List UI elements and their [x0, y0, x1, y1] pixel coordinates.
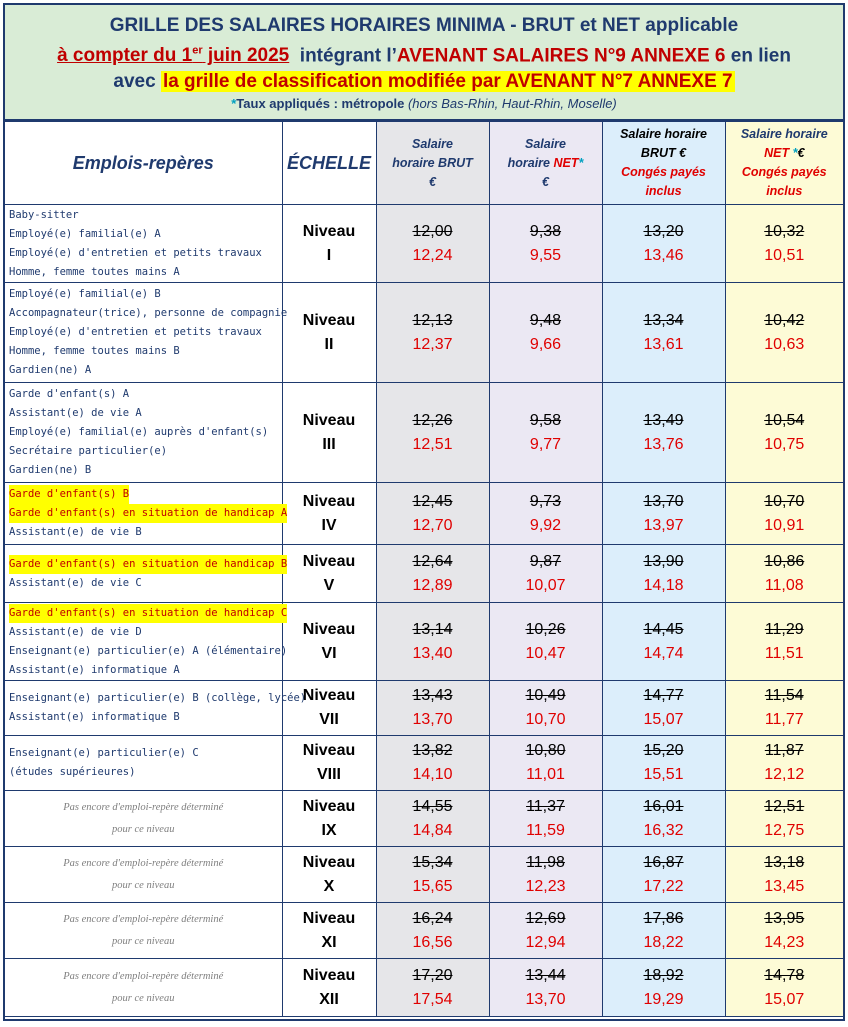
new-rate: 13,61 [643, 335, 684, 353]
old-rate-struck: 12,51 [764, 797, 805, 815]
job-list [5, 383, 282, 483]
net-cp-value-cell [725, 959, 843, 1017]
level-cell [282, 736, 376, 791]
old-rate-struck: 9,73 [529, 492, 562, 510]
net-value-cell [489, 681, 602, 736]
new-rate: 12,12 [764, 766, 805, 783]
net-cp-value-cell [725, 283, 843, 383]
brut-cp-value-cell [602, 681, 725, 736]
no-job-reference-note [5, 959, 282, 1017]
new-rate: 9,55 [529, 246, 562, 264]
new-rate: 15,07 [764, 990, 805, 1008]
no-job-reference-note [5, 847, 282, 903]
new-rate: 10,75 [764, 435, 805, 453]
old-rate-struck: 12,00 [412, 222, 453, 240]
old-rate-struck: 16,24 [412, 909, 453, 927]
new-rate: 13,76 [643, 435, 684, 453]
net-cp-value-cell [725, 903, 843, 959]
old-rate-struck: 11,98 [526, 853, 565, 871]
job-item: Assistant(e) informatique A [9, 663, 180, 676]
old-rate-struck: 9,48 [529, 311, 562, 329]
brut-cp-value-cell [602, 736, 725, 791]
old-rate-struck: 11,54 [764, 687, 804, 704]
net-cp-value-cell [725, 383, 843, 483]
new-rate: 19,29 [643, 990, 684, 1008]
net-value-cell [489, 903, 602, 959]
new-rate: 14,18 [643, 576, 684, 594]
new-rate: 10,70 [525, 711, 566, 728]
job-item: Assistant(e) de vie D [9, 625, 142, 638]
net-value-cell [489, 791, 602, 847]
header-rates-note: *Taux appliqués : métropole (hors Bas-Rhin, Haut-Rhin, Moselle) [231, 96, 617, 112]
new-rate: 10,51 [764, 246, 805, 264]
net-value-cell [489, 483, 602, 545]
table-row [5, 283, 843, 383]
net-value-cell [489, 383, 602, 483]
old-rate-struck: 9,38 [529, 222, 562, 240]
job-item: Assistant(e) de vie B [9, 526, 142, 538]
job-item: Homme, femme toutes mains B [9, 345, 180, 357]
new-rate: 12,23 [525, 877, 566, 895]
brut-value-cell [376, 383, 489, 483]
brut-cp-value-cell [602, 959, 725, 1017]
new-rate: 9,92 [529, 516, 562, 534]
job-list [5, 483, 288, 545]
level-number: XII [319, 990, 339, 1008]
brut-cp-value-cell [602, 603, 725, 681]
job-item: Assistant(e) informatique B [9, 711, 180, 723]
new-rate: 13,46 [643, 246, 684, 264]
old-rate-struck: 13,44 [525, 966, 566, 984]
net-value-cell [489, 959, 602, 1017]
note-line: Pas encore d'emploi-repère déterminé [63, 801, 224, 813]
note-line: pour ce niveau [112, 935, 175, 947]
job-item: Assistant(e) de vie C [9, 576, 142, 589]
brut-cp-value-cell [602, 903, 725, 959]
table-row [5, 847, 843, 903]
job-item: Enseignant(e) particulier(e) B (collège, lycée) [9, 692, 307, 704]
header-title: GRILLE DES SALAIRES HORAIRES MINIMA - BRUT et NET applicable [109, 15, 739, 36]
level-number: III [322, 435, 336, 453]
note-line: Pas encore d'emploi-repère déterminé [63, 913, 224, 925]
job-list [5, 283, 288, 383]
new-rate: 13,70 [412, 711, 453, 728]
brut-value-cell [376, 483, 489, 545]
salary-table-body [5, 205, 843, 1017]
new-rate: 13,45 [764, 877, 805, 895]
brut-value-cell [376, 545, 489, 603]
old-rate-struck: 18,92 [643, 966, 684, 984]
level-label: Niveau [302, 492, 356, 510]
old-rate-struck: 12,13 [412, 311, 453, 329]
job-item-highlighted: Garde d'enfant(s) B [9, 485, 129, 504]
level-label: Niveau [302, 853, 356, 871]
net-value-cell [489, 736, 602, 791]
new-rate: 11,59 [526, 821, 565, 839]
new-rate: 14,74 [643, 644, 684, 662]
new-rate: 16,56 [412, 933, 453, 951]
old-rate-struck: 10,42 [764, 311, 805, 329]
level-cell [282, 791, 376, 847]
new-rate: 12,51 [412, 435, 453, 453]
brut-value-cell [376, 681, 489, 736]
note-line: pour ce niveau [112, 992, 175, 1004]
new-rate: 18,22 [643, 933, 684, 951]
old-rate-struck: 13,34 [643, 311, 684, 329]
header-avenant: AVENANT SALAIRES N°9 ANNEXE 6 [396, 45, 726, 67]
new-rate: 15,65 [412, 877, 453, 895]
job-list [5, 545, 288, 603]
new-rate: 14,84 [412, 821, 453, 839]
no-job-reference-note [5, 791, 282, 847]
old-rate-struck: 17,20 [412, 966, 453, 984]
brut-value-cell [376, 205, 489, 283]
table-row [5, 383, 843, 483]
table-row [5, 603, 843, 681]
net-value-cell [489, 283, 602, 383]
level-cell [282, 847, 376, 903]
job-item: Homme, femme toutes mains A [9, 265, 180, 278]
note-line: Pas encore d'emploi-repère déterminé [63, 857, 224, 869]
old-rate-struck: 15,20 [643, 742, 684, 759]
header-date: à compter du 1er juin 2025 [57, 45, 290, 67]
new-rate: 15,07 [643, 711, 684, 728]
old-rate-struck: 13,43 [412, 687, 453, 704]
brut-cp-value-cell [602, 847, 725, 903]
old-rate-struck: 13,90 [643, 552, 684, 570]
old-rate-struck: 10,26 [525, 620, 566, 638]
level-number: IX [321, 821, 337, 839]
level-cell [282, 383, 376, 483]
job-item: Employé(e) familial(e) auprès d'enfant(s) [9, 426, 269, 438]
new-rate: 17,54 [412, 990, 453, 1008]
old-rate-struck: 16,01 [643, 797, 684, 815]
level-number: X [323, 877, 335, 895]
new-rate: 17,22 [643, 877, 684, 895]
old-rate-struck: 10,80 [525, 742, 566, 759]
new-rate: 12,94 [525, 933, 566, 951]
new-rate: 13,70 [525, 990, 566, 1008]
old-rate-struck: 10,70 [764, 492, 805, 510]
level-label: Niveau [302, 311, 356, 329]
old-rate-struck: 12,45 [412, 492, 453, 510]
job-item: Accompagnateur(trice), personne de compagnie [9, 307, 288, 319]
new-rate: 12,75 [764, 821, 805, 839]
new-rate: 11,51 [764, 644, 804, 662]
brut-value-cell [376, 847, 489, 903]
level-label: Niveau [302, 411, 356, 429]
level-label: Niveau [302, 620, 356, 638]
job-item: Enseignant(e) particulier(e) A (élémentaire) [9, 644, 288, 657]
net-value-cell [489, 545, 602, 603]
col-brut-conges-payes: Salaire horaire BRUT € Congés payés inclus [602, 122, 725, 205]
no-job-reference-note [5, 903, 282, 959]
job-item: Enseignant(e) particulier(e) C [9, 747, 199, 759]
level-label: Niveau [302, 222, 356, 240]
col-salaire-brut: Salaire horaire BRUT € [376, 122, 489, 205]
new-rate: 11,08 [764, 576, 804, 594]
table-row [5, 959, 843, 1017]
net-cp-value-cell [725, 545, 843, 603]
level-cell [282, 959, 376, 1017]
old-rate-struck: 13,70 [643, 492, 684, 510]
old-rate-struck: 11,37 [526, 797, 565, 815]
old-rate-struck: 9,87 [529, 552, 562, 570]
table-row [5, 205, 843, 283]
old-rate-struck: 12,26 [412, 411, 453, 429]
new-rate: 10,91 [764, 516, 805, 534]
header-line2: à compter du 1er juin 2025 intégrant l’AVENANT SALAIRES N°9 ANNEXE 6 en lien [57, 45, 791, 67]
job-item: (études supérieures) [9, 766, 136, 778]
brut-cp-value-cell [602, 205, 725, 283]
net-value-cell [489, 205, 602, 283]
job-item: Employé(e) familial(e) A [9, 227, 161, 240]
level-number: VI [321, 644, 337, 662]
header-classification-highlight: la grille de classification modifiée par AVENANT N°7 ANNEXE 7 [162, 71, 733, 93]
old-rate-struck: 10,32 [764, 222, 805, 240]
old-rate-struck: 13,18 [764, 853, 805, 871]
old-rate-struck: 15,34 [412, 853, 453, 871]
level-number: IV [321, 516, 337, 534]
job-list [5, 736, 282, 791]
table-row [5, 545, 843, 603]
new-rate: 10,63 [764, 335, 805, 353]
col-salaire-net: Salaire horaire NET* € [489, 122, 602, 205]
old-rate-struck: 14,77 [643, 687, 684, 704]
brut-value-cell [376, 603, 489, 681]
table-header-row [5, 122, 843, 205]
level-label: Niveau [302, 797, 356, 815]
table-row [5, 736, 843, 791]
job-item-highlighted: Garde d'enfant(s) en situation de handicap B [9, 555, 287, 574]
job-list [5, 681, 307, 736]
table-row [5, 791, 843, 847]
note-line: pour ce niveau [112, 879, 175, 891]
net-cp-value-cell [725, 736, 843, 791]
brut-value-cell [376, 791, 489, 847]
job-item: Employé(e) familial(e) B [9, 288, 161, 300]
level-cell [282, 603, 376, 681]
old-rate-struck: 13,49 [643, 411, 684, 429]
old-rate-struck: 14,78 [764, 966, 805, 984]
old-rate-struck: 11,29 [764, 620, 804, 638]
document-header [5, 5, 843, 121]
table-row [5, 903, 843, 959]
salary-table [5, 121, 843, 1017]
level-cell [282, 205, 376, 283]
level-label: Niveau [302, 909, 356, 927]
note-line: Pas encore d'emploi-repère déterminé [63, 970, 224, 982]
old-rate-struck: 17,86 [643, 909, 684, 927]
new-rate: 11,01 [526, 766, 565, 783]
new-rate: 14,23 [764, 933, 805, 951]
level-label: Niveau [302, 552, 356, 570]
net-cp-value-cell [725, 483, 843, 545]
level-number: V [323, 576, 335, 594]
job-item: Gardien(ne) A [9, 364, 92, 376]
col-emplois-reperes: Emplois-repères [5, 122, 282, 205]
brut-cp-value-cell [602, 483, 725, 545]
header-line3: avec la grille de classification modifiée par AVENANT N°7 ANNEXE 7 [113, 71, 733, 93]
level-number: VIII [316, 766, 341, 783]
level-cell [282, 681, 376, 736]
job-item-highlighted: Garde d'enfant(s) en situation de handicap C [9, 604, 287, 623]
old-rate-struck: 13,82 [412, 742, 453, 759]
job-item: Garde d'enfant(s) A [9, 388, 130, 400]
brut-cp-value-cell [602, 283, 725, 383]
level-cell [282, 483, 376, 545]
net-value-cell [489, 847, 602, 903]
job-list [5, 603, 288, 681]
job-item: Gardien(ne) B [9, 464, 92, 476]
brut-value-cell [376, 283, 489, 383]
old-rate-struck: 12,64 [412, 552, 453, 570]
brut-cp-value-cell [602, 791, 725, 847]
new-rate: 13,40 [412, 644, 453, 662]
net-cp-value-cell [725, 681, 843, 736]
old-rate-struck: 14,55 [412, 797, 453, 815]
old-rate-struck: 13,95 [764, 909, 805, 927]
brut-value-cell [376, 903, 489, 959]
old-rate-struck: 13,20 [643, 222, 684, 240]
level-label: Niveau [302, 966, 356, 984]
job-item: Employé(e) d'entretien et petits travaux [9, 246, 262, 259]
job-item: Baby-sitter [9, 208, 79, 221]
job-item-highlighted: Garde d'enfant(s) en situation de handicap A [9, 504, 287, 523]
brut-cp-value-cell [602, 545, 725, 603]
note-line: pour ce niveau [112, 823, 175, 835]
brut-cp-value-cell [602, 383, 725, 483]
old-rate-struck: 11,87 [764, 742, 804, 759]
table-row [5, 483, 843, 545]
table-row [5, 681, 843, 736]
new-rate: 9,66 [529, 335, 562, 353]
old-rate-struck: 10,86 [764, 552, 805, 570]
level-label: Niveau [302, 742, 356, 759]
old-rate-struck: 13,14 [412, 620, 453, 638]
net-cp-value-cell [725, 847, 843, 903]
new-rate: 12,70 [412, 516, 453, 534]
level-number: I [326, 246, 332, 264]
level-number: VII [319, 711, 339, 728]
job-item: Assistant(e) de vie A [9, 407, 142, 419]
new-rate: 12,24 [412, 246, 453, 264]
col-net-conges-payes: Salaire horaire NET *€ Congés payés inclus [725, 122, 843, 205]
new-rate: 16,32 [643, 821, 684, 839]
new-rate: 13,97 [643, 516, 684, 534]
net-cp-value-cell [725, 791, 843, 847]
new-rate: 10,07 [525, 576, 566, 594]
job-item: Secrétaire particulier(e) [9, 445, 168, 457]
net-cp-value-cell [725, 205, 843, 283]
brut-value-cell [376, 959, 489, 1017]
new-rate: 15,51 [643, 766, 684, 783]
job-list [5, 205, 282, 283]
level-label: Niveau [302, 687, 356, 704]
net-value-cell [489, 603, 602, 681]
salary-grid-document [3, 3, 845, 1021]
new-rate: 11,77 [764, 711, 804, 728]
net-cp-value-cell [725, 603, 843, 681]
job-item: Employé(e) d'entretien et petits travaux [9, 326, 262, 338]
level-number: II [324, 335, 334, 353]
new-rate: 10,47 [525, 644, 566, 662]
level-number: XI [321, 933, 337, 951]
old-rate-struck: 10,49 [525, 687, 566, 704]
level-cell [282, 903, 376, 959]
old-rate-struck: 14,45 [643, 620, 684, 638]
old-rate-struck: 9,58 [529, 411, 562, 429]
old-rate-struck: 16,87 [643, 853, 684, 871]
new-rate: 14,10 [412, 766, 453, 783]
level-cell [282, 545, 376, 603]
level-cell [282, 283, 376, 383]
old-rate-struck: 12,69 [525, 909, 566, 927]
brut-value-cell [376, 736, 489, 791]
new-rate: 12,89 [412, 576, 453, 594]
new-rate: 9,77 [529, 435, 562, 453]
new-rate: 12,37 [412, 335, 453, 353]
col-echelle: ÉCHELLE [282, 122, 376, 205]
old-rate-struck: 10,54 [764, 411, 805, 429]
